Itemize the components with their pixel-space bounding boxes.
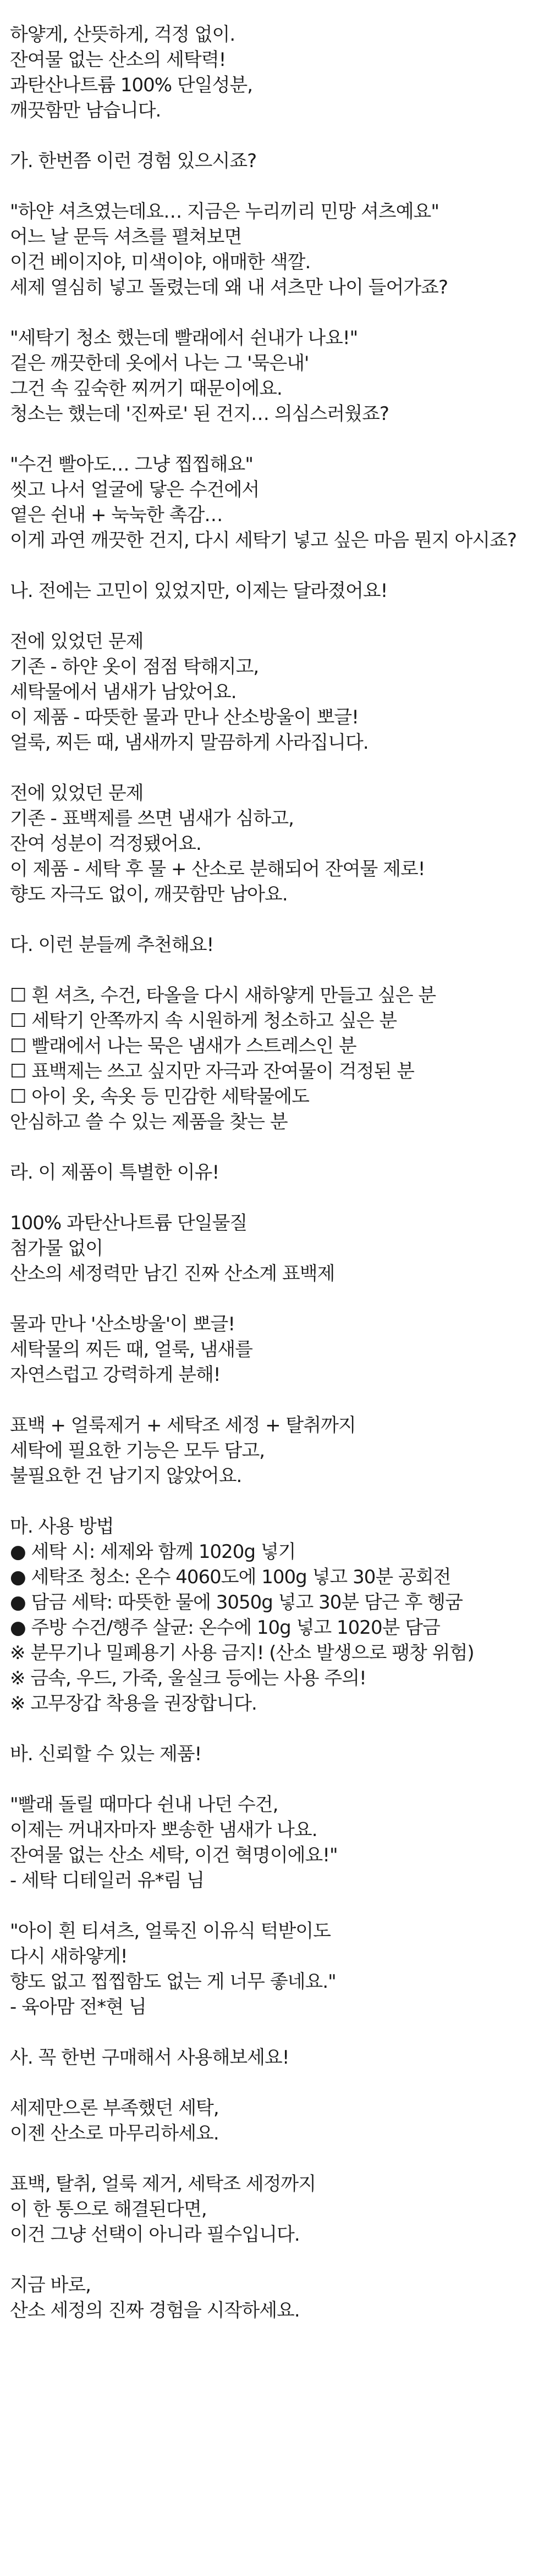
text-line: 산소 세정의 진짜 경험을 시작하세요. xyxy=(10,2299,300,2321)
text-line: 세제만으론 부족했던 세탁, xyxy=(10,2097,219,2119)
text-line: 전에 있었던 문제 xyxy=(10,782,144,804)
paragraph xyxy=(10,2096,550,2146)
text-line: "수건 빨아도… 그냥 찝찝해요" xyxy=(10,454,253,476)
paragraph xyxy=(10,578,550,604)
paragraph xyxy=(10,1312,550,1387)
text-line: ※ 분무기나 밀폐용기 사용 금지! (산소 발생으로 팽창 위험) xyxy=(10,1642,474,1664)
text-line: 가. 한번쯤 이런 경험 있으시죠? xyxy=(10,150,257,172)
paragraph xyxy=(10,1514,550,1716)
text-line: 다. 이런 분들께 추천해요! xyxy=(10,934,214,956)
paragraph xyxy=(10,1160,550,1185)
paragraph xyxy=(10,22,550,123)
text-line: 안심하고 쓸 수 있는 제품을 찾는 분 xyxy=(10,1111,288,1133)
text-line: 얼룩, 찌든 때, 냄새까지 말끔하게 사라집니다. xyxy=(10,732,369,754)
text-line: 이제는 꺼내자마자 뽀송한 냄새가 나요. xyxy=(10,1819,317,1841)
text-line: "세탁기 청소 했는데 빨래에서 쉰내가 나요!" xyxy=(10,327,358,349)
text-line: 옅은 쉰내 + 눅눅한 촉감… xyxy=(10,504,223,526)
text-line: 불필요한 건 남기지 않았어요. xyxy=(10,1465,242,1487)
text-line: 씻고 나서 얼굴에 닿은 수건에서 xyxy=(10,479,260,501)
text-line: - 육아맘 전*현 님 xyxy=(10,1996,146,2018)
text-line: 과탄산나트륨 100% 단일성분, xyxy=(10,74,253,96)
text-line: "아이 흰 티셔츠, 얼룩진 이유식 턱받이도 xyxy=(10,1920,331,1942)
text-line: 100% 과탄산나트륨 단일물질 xyxy=(10,1212,248,1234)
paragraph xyxy=(10,1792,550,1893)
text-line: ● 담금 세탁: 따뜻한 물에 3050g 넣고 30분 담근 후 헹굼 xyxy=(10,1591,463,1613)
text-line: 첨가물 없이 xyxy=(10,1237,103,1259)
text-line: 산소의 세정력만 남긴 진짜 산소계 표백제 xyxy=(10,1263,335,1285)
text-line: 잔여물 없는 산소 세탁, 이건 혁명이에요!" xyxy=(10,1844,338,1866)
text-line: 이 한 통으로 해결된다면, xyxy=(10,2198,207,2220)
text-line: ※ 고무장갑 착용을 권장합니다. xyxy=(10,1693,257,1715)
text-line: ☐ 빨래에서 나는 묵은 냄새가 스트레스인 분 xyxy=(10,1035,356,1057)
text-line: 이건 그냥 선택이 아니라 필수입니다. xyxy=(10,2224,300,2246)
text-line: ☐ 표백제는 쓰고 싶지만 자극과 잔여물이 걱정된 분 xyxy=(10,1060,415,1082)
text-line: 다시 새하얗게! xyxy=(10,1945,128,1967)
text-line: 세탁에 필요한 기능은 모두 담고, xyxy=(10,1440,265,1462)
text-line: 나. 전에는 고민이 있었지만, 이제는 달라졌어요! xyxy=(10,580,388,602)
text-line: 잔여물 없는 산소의 세탁력! xyxy=(10,49,226,71)
text-line: ☐ 흰 셔츠, 수건, 타올을 다시 새하얗게 만들고 싶은 분 xyxy=(10,985,436,1007)
paragraph xyxy=(10,1919,550,2020)
paragraph xyxy=(10,452,550,553)
text-line: 이게 과연 깨끗한 건지, 다시 세탁기 넣고 싶은 마음 뭔지 아시죠? xyxy=(10,529,517,551)
text-line: "하얀 셔츠였는데요… 지금은 누리끼리 민망 셔츠예요" xyxy=(10,201,439,223)
text-line: "빨래 돌릴 때마다 쉰내 나던 수건, xyxy=(10,1794,278,1816)
paragraph xyxy=(10,2273,550,2323)
text-line: 표백, 탈취, 얼룩 제거, 세탁조 세정까지 xyxy=(10,2173,316,2195)
text-line: 자연스럽고 강력하게 분해! xyxy=(10,1364,221,1386)
text-line: 기존 - 하얀 옷이 점점 탁해지고, xyxy=(10,656,259,678)
paragraph xyxy=(10,983,550,1135)
text-line: 물과 만나 '산소방울'이 뽀글! xyxy=(10,1313,235,1335)
text-line: - 세탁 디테일러 유*림 님 xyxy=(10,1870,205,1892)
text-line: ☐ 세탁기 안쪽까지 속 시원하게 청소하고 싶은 분 xyxy=(10,1010,397,1032)
text-line: 깨끗함만 남습니다. xyxy=(10,99,161,121)
text-line: 청소는 했는데 '진짜로' 된 건지… 의심스러웠죠? xyxy=(10,403,389,425)
paragraph xyxy=(10,629,550,755)
text-line: 표백 + 얼룩제거 + 세탁조 세정 + 탈취까지 xyxy=(10,1414,356,1436)
paragraph xyxy=(10,932,550,958)
text-line: ● 세탁 시: 세제와 함께 1020g 넣기 xyxy=(10,1541,296,1563)
text-line: ● 주방 수건/행주 살균: 온수에 10g 넣고 1020분 담금 xyxy=(10,1617,440,1639)
text-line: 이건 베이지야, 미색이야, 애매한 색깔. xyxy=(10,251,311,273)
text-line: ☐ 아이 옷, 속옷 등 민감한 세탁물에도 xyxy=(10,1086,309,1108)
text-line: 세제 열심히 넣고 돌렸는데 왜 내 셔츠만 나이 들어가죠? xyxy=(10,277,448,298)
text-line: 향도 자극도 없이, 깨끗함만 남아요. xyxy=(10,883,288,905)
text-line: 이 제품 - 세탁 후 물 + 산소로 분해되어 잔여물 제로! xyxy=(10,858,425,880)
text-line: 그건 속 깊숙한 찌꺼기 때문이에요. xyxy=(10,378,282,400)
paragraph xyxy=(10,148,550,174)
paragraph xyxy=(10,781,550,907)
text-line: 세탁물의 찌든 때, 얼룩, 냄새를 xyxy=(10,1339,252,1361)
text-line: 전에 있었던 문제 xyxy=(10,631,144,653)
text-line: 사. 꼭 한번 구매해서 사용해보세요! xyxy=(10,2047,289,2069)
text-line: 바. 신뢰할 수 있는 제품! xyxy=(10,1743,202,1765)
text-line: 기존 - 표백제를 쓰면 냄새가 심하고, xyxy=(10,808,294,830)
text-line: 라. 이 제품이 특별한 이유! xyxy=(10,1162,219,1184)
text-line: 향도 없고 찝찝함도 없는 게 너무 좋네요." xyxy=(10,1971,336,1993)
paragraph xyxy=(10,2045,550,2070)
text-line: ● 세탁조 청소: 온수 4060도에 100g 넣고 30분 공회전 xyxy=(10,1566,451,1588)
text-line: 세탁물에서 냄새가 남았어요. xyxy=(10,681,237,703)
text-line: 마. 사용 방법 xyxy=(10,1516,114,1538)
paragraph xyxy=(10,2171,550,2247)
text-line: 이 제품 - 따뜻한 물과 만나 산소방울이 뽀글! xyxy=(10,706,359,728)
text-line: 하얗게, 산뜻하게, 걱정 없이. xyxy=(10,24,235,46)
text-line: 겉은 깨끗한데 옷에서 나는 그 '묵은내' xyxy=(10,352,309,374)
paragraph xyxy=(10,325,550,427)
text-line: 어느 날 문득 셔츠를 펼쳐보면 xyxy=(10,226,242,248)
paragraph xyxy=(10,199,550,300)
text-line: ※ 금속, 우드, 가죽, 울실크 등에는 사용 주의! xyxy=(10,1667,366,1689)
paragraph xyxy=(10,1413,550,1489)
text-line: 이젠 산소로 마무리하세요. xyxy=(10,2122,219,2144)
paragraph xyxy=(10,1742,550,1767)
text-line: 잔여 성분이 걱정됐어요. xyxy=(10,833,201,855)
paragraph xyxy=(10,1210,550,1286)
text-line: 지금 바로, xyxy=(10,2274,91,2296)
